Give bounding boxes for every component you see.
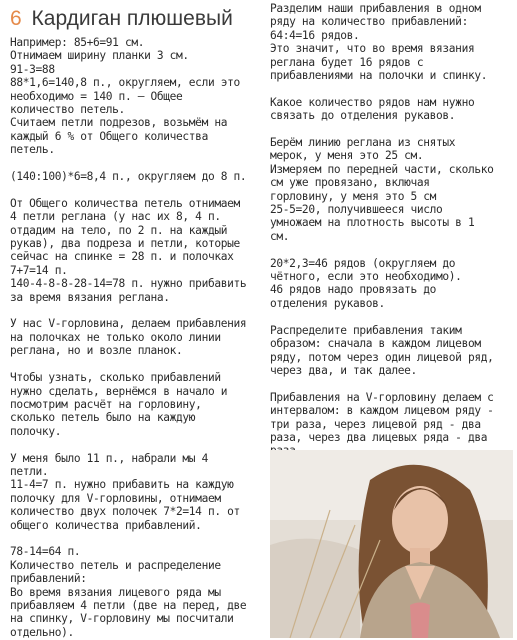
text-line: полочку. (10, 424, 62, 438)
text-line: От Общего количества петель отнимаем (10, 196, 240, 210)
text-line: (140:100)*6=8,4 п., округляем до 8 п. (10, 170, 247, 184)
text-line: рукав), два подреза и петли, которые (10, 237, 240, 251)
text-line: 140-4-8-8-28-14=78 п. нужно прибавить (10, 277, 247, 291)
text-line: прибавляем 4 петли (две на перед, две (10, 598, 247, 612)
text-line: Прибавления на V-горловину делаем с (270, 390, 494, 404)
paragraph-gap (10, 157, 268, 170)
text-line: 20*2,3=46 рядов (округляем до (270, 256, 456, 270)
text-line: полочку для V-горловины, отнимаем (10, 491, 221, 505)
text-line: через два, и так далее. (270, 363, 417, 377)
text-line: количество петель. (10, 103, 125, 117)
text-line: У меня было 11 п., набрали мы 4 (10, 451, 208, 465)
text-line: Чтобы узнать, сколько прибавлений (10, 371, 221, 385)
text-line: отделения рукавов. (270, 296, 385, 310)
text-line: связать до отделения рукавов. (270, 109, 456, 123)
model-photo-illustration (270, 450, 513, 638)
left-text-column (10, 36, 268, 639)
paragraph-gap (270, 310, 514, 323)
text-line: 25-5=20, получившееся число (270, 203, 443, 217)
text-line: 64:4=16 рядов. (270, 28, 360, 42)
text-line: отдадим на тело, по 2 п. на каждый (10, 223, 228, 237)
text-line: Берём линию реглана из снятых (270, 136, 456, 150)
paragraph-gap (10, 358, 268, 371)
text-line: см уже провязано, включая (270, 176, 430, 190)
text-line: три раза, через лицевой ряд - два (270, 417, 481, 431)
text-line: петли. (10, 464, 49, 478)
text-line: реглана будет 16 рядов с (270, 55, 424, 69)
text-line: отдельно). (10, 625, 74, 639)
text-line: Какое количество рядов нам нужно (270, 95, 475, 109)
text-line: за время вязания реглана. (10, 290, 170, 304)
text-line: каждый 6 % от Общего количества (10, 129, 208, 143)
right-text-column (270, 2, 514, 458)
text-line: прибавлений: (10, 572, 87, 586)
section-title: Кардиган плюшевый (31, 7, 233, 30)
text-line: образом: сначала в каждом лицевом (270, 337, 481, 351)
text-line: 7+7=14 п. (10, 263, 68, 277)
text-line: общего количества прибавлений. (10, 518, 202, 532)
text-line: Распределите прибавления таким (270, 323, 462, 337)
text-line: нужно сделать, вернёмся в начало и (10, 384, 228, 398)
paragraph-gap (10, 304, 268, 317)
text-line: на спинку, V-горловину мы посчитали (10, 612, 234, 626)
text-line: ряду, потом через один лицевой ряд, (270, 350, 494, 364)
text-line: посмотрим расчёт на горловину, (10, 397, 202, 411)
text-line: чётного, если это необходимо). (270, 270, 462, 284)
text-line: количество двух полочек 7*2=14 п. от (10, 505, 240, 519)
page-title (10, 6, 233, 32)
text-line: Количество петель и распределение (10, 558, 221, 572)
text-line: 78-14=64 п. (10, 545, 81, 559)
text-line: 88*1,6=140,8 п., округляем, если это (10, 76, 240, 90)
text-line: ряду на количество прибавлений: (270, 15, 468, 29)
text-line: мерок, у меня это 25 см. (270, 149, 424, 163)
text-line: 11-4=7 п. нужно прибавить на каждую (10, 478, 234, 492)
text-line: прибавлениями на полочки и спинку. (270, 69, 488, 83)
text-line: петель. (10, 143, 55, 157)
text-line: на полочках не только около линии (10, 330, 221, 344)
text-line: Например: 85+6=91 см. (10, 36, 145, 49)
paragraph-gap (270, 82, 514, 95)
paragraph-gap (270, 123, 514, 136)
section-number: 6 (10, 7, 22, 30)
text-line: сейчас на спинке = 28 п. и полочках (10, 250, 234, 264)
text-line: 91-3=88 (10, 62, 55, 76)
paragraph-gap (10, 183, 268, 196)
paragraph-gap (10, 438, 268, 451)
text-line: необходимо = 140 п. – Общее (10, 89, 183, 103)
text-line: У нас V-горловина, делаем прибавления (10, 317, 247, 331)
text-line: интервалом: в каждом лицевом ряду - (270, 404, 494, 418)
text-line: Считаем петли подрезов, возьмём на (10, 116, 228, 130)
paragraph-gap (270, 377, 514, 390)
text-line: см. (270, 229, 290, 243)
text-line: горловину, у меня это 5 см (270, 189, 437, 203)
text-line: раза, через два лицевых ряда - два (270, 430, 488, 444)
text-line: сколько петель было на каждую (10, 411, 196, 425)
text-line: Это значит, что во время вязания (270, 42, 475, 56)
model-photo (270, 450, 513, 638)
text-line: умножаем на плотность высоты в 1 (270, 216, 475, 230)
text-line: реглана, но и возле планок. (10, 344, 183, 358)
paragraph-gap (270, 243, 514, 256)
text-line: Измеряем по передней части, сколько (270, 162, 494, 176)
text-line: Во время вязания лицевого ряда мы (10, 585, 221, 599)
text-line: Разделим наши прибавления в одном (270, 2, 481, 15)
text-line: 46 рядов надо провязать до (270, 283, 437, 297)
text-line: Отнимаем ширину планки 3 см. (10, 49, 189, 63)
paragraph-gap (10, 532, 268, 545)
text-line: 4 петли реглана (у нас их 8, 4 п. (10, 210, 221, 224)
